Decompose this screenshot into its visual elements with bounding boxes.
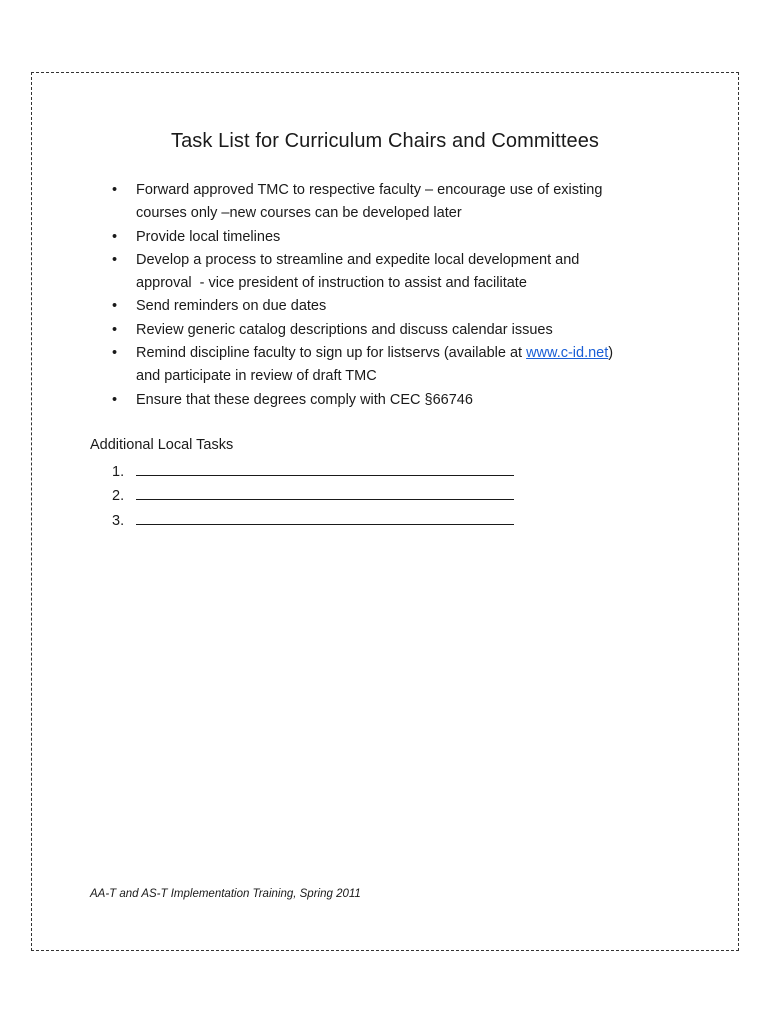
- item-number: 2.: [112, 488, 125, 505]
- bullet-icon: •: [112, 182, 118, 198]
- blank-line: [136, 509, 514, 525]
- task-text-line: Send reminders on due dates: [136, 298, 327, 315]
- blank-line: [136, 460, 514, 476]
- task-text-line: Remind discipline faculty to sign up for listservs (available at: [136, 345, 527, 362]
- task-item-reminders: [109, 295, 689, 318]
- item-number: 1.: [112, 464, 125, 480]
- additional-task-item: [112, 484, 514, 508]
- task-text-line: Provide local timelines: [136, 228, 281, 245]
- task-text-line: and participate in review of draft TMC: [136, 368, 377, 385]
- additional-task-item: [112, 509, 514, 533]
- page-footer: AA-T and AS-T Implementation Training, Spring 2011: [90, 888, 361, 900]
- bullet-icon: •: [112, 345, 118, 362]
- task-item-timelines: [109, 226, 689, 249]
- task-item-forward-tmc: [109, 179, 689, 226]
- blank-line: [136, 484, 514, 500]
- task-item-develop-process: [109, 249, 689, 296]
- task-text-line: Review generic catalog descriptions and discuss calendar issues: [136, 321, 553, 338]
- bullet-icon: •: [112, 321, 118, 338]
- cid-link[interactable]: www.c-id.net: [526, 345, 609, 362]
- task-item-listservs: [109, 342, 689, 389]
- task-text-line: courses only –new courses can be developed later: [136, 205, 462, 222]
- bullet-icon: •: [112, 298, 118, 315]
- page-title: Task List for Curriculum Chairs and Committees: [170, 130, 600, 152]
- task-text-line: Develop a process to streamline and expedite local development and: [136, 251, 580, 268]
- bullet-icon: •: [112, 228, 118, 245]
- task-text-line: Ensure that these degrees comply with CEC §66746: [136, 391, 473, 408]
- additional-task-item: [112, 460, 514, 484]
- bullet-icon: •: [112, 391, 118, 408]
- additional-tasks-list: [112, 460, 514, 533]
- item-number: 3.: [112, 512, 125, 529]
- bullet-icon: •: [112, 251, 118, 268]
- task-item-cec-compliance: [109, 389, 689, 412]
- task-list: [109, 179, 689, 412]
- task-text-line: Forward approved TMC to respective faculty – encourage use of existing: [136, 182, 603, 198]
- task-text-line: ): [608, 345, 614, 362]
- additional-tasks-heading: Additional Local Tasks: [90, 437, 234, 453]
- task-text-line: approval - vice president of instruction to assist and facilitate: [136, 275, 527, 292]
- task-item-catalog: [109, 319, 689, 342]
